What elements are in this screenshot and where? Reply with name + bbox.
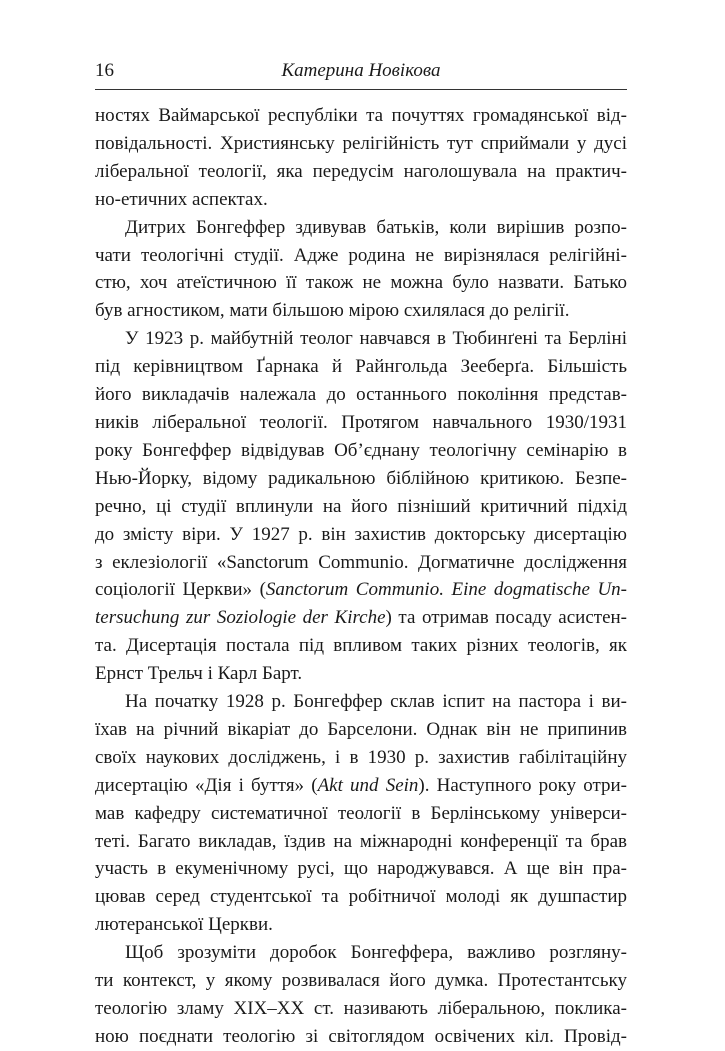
text-line: ностях Ваймарської республіки та почуттях громадянської від- — [95, 105, 627, 126]
text-line: з еклезіології «Sanctorum Communio. Догматичне дослідження — [95, 551, 627, 573]
paragraph — [95, 214, 627, 326]
text-line: Щоб зрозуміти доробок Бонгеффера, важливо розгляну- — [125, 942, 627, 964]
paragraph — [95, 688, 627, 939]
text-line: Нью-Йорку, відому радикальною біблійною критикою. Безпе- — [95, 467, 627, 489]
text-line: ти контекст, у якому розвивалася його думка. Протестантську — [95, 970, 627, 992]
text-line: теті. Багато викладав, їздив на міжнародні конференції та брав — [95, 830, 627, 852]
page-number: 16 — [95, 60, 114, 81]
paragraph — [95, 325, 627, 688]
text-line: речно, ці студії вплинули на його пізніший критичний підхід — [95, 495, 627, 517]
text-run: ). Наступного року отри- — [418, 774, 628, 796]
text-line: їхав на річний вікаріат до Барселони. Однак він не припинив — [95, 718, 627, 740]
text-line: теологію зламу ХІХ–ХХ ст. називають ліберальною, поклика- — [95, 998, 627, 1019]
text-line: його викладачів належала до останнього покоління представ- — [95, 384, 627, 406]
text-line: но-етичних аспектах. — [95, 188, 268, 210]
paragraph — [95, 939, 627, 1051]
text-line: року Бонгеффер відвідував Об’єднану теологічну семінарію в — [95, 439, 627, 461]
text-line: та. Дисертація постала під впливом таких різних теологів, як — [95, 635, 627, 657]
text-line: ною поєднати теологію зі світоглядом освічених кіл. Провід- — [95, 1025, 627, 1047]
text-run: соціології Церкви» ( — [95, 579, 266, 601]
text-line: чати теологічні студії. Адже родина не вирізнялася релігійні- — [95, 244, 627, 266]
running-header — [95, 60, 627, 86]
text-line: до змісту віри. У 1927 р. він захистив докторську дисертацію — [95, 523, 627, 545]
italic-title: tersuchung zur Soziologie der Kirche — [95, 607, 386, 629]
text-line: лютеранської Церкви. — [95, 914, 273, 936]
text-line: ліберальної теології, яка передусім наголошувала на практич- — [95, 160, 627, 182]
text-line: На початку 1928 р. Бонгеффер склав іспит на пастора і ви- — [125, 691, 627, 713]
text-line: повідальності. Християнську релігійність тут сприймали у дусі — [95, 132, 627, 154]
text-line: мав кафедру систематичної теології в Берлінському універси- — [95, 802, 627, 824]
text-run: ) та отримав посаду асистен- — [385, 607, 627, 629]
text-line: під керівництвом Ґарнака й Райнгольда Зееберґа. Більшість — [95, 356, 627, 378]
paragraph — [95, 102, 627, 214]
text-line: Ернст Трельч і Карл Барт. — [95, 663, 303, 685]
text-line-mixed — [95, 772, 627, 800]
text-line: Дитрих Бонгеффер здивував батьків, коли вирішив розпо- — [125, 216, 627, 238]
text-line: своїх наукових досліджень, і в 1930 р. захистив габілітаційну — [95, 746, 627, 768]
italic-title: Akt und Sein — [317, 774, 419, 796]
header-rule — [95, 89, 627, 90]
text-line-mixed — [95, 604, 627, 632]
text-run: дисертацію «Дія і буття» ( — [95, 774, 318, 796]
italic-title: Sanctorum Communio. Eine dogmatische Un- — [265, 579, 627, 601]
text-line: цював серед студентської та робітничої молоді як душпастир — [95, 886, 627, 908]
running-title: Катерина Новікова — [281, 60, 441, 81]
text-line: участь в екуменічному русі, що народжувався. А ще він пра- — [95, 858, 627, 880]
body-text — [95, 102, 627, 1051]
text-line: ників ліберальної теології. Протягом навчального 1930/1931 — [95, 411, 627, 433]
text-line-mixed — [95, 576, 627, 604]
text-line: стю, хоч атеїстичною її також не можна було назвати. Батько — [95, 272, 627, 294]
text-line: був агностиком, мати більшою мірою схилялася до релігії. — [95, 300, 570, 322]
text-line: У 1923 р. майбутній теолог навчався в Тюбинґені та Берліні — [125, 328, 627, 350]
